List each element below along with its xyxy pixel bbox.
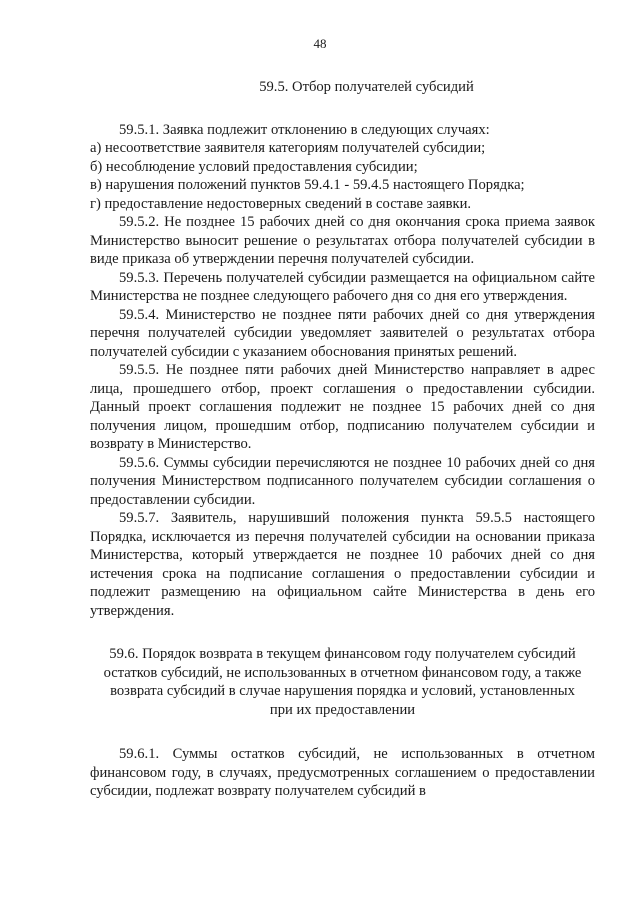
section-59-6-heading-line: 59.6. Порядок возврата в текущем финансовом году получателем субсидий [109, 646, 576, 662]
paragraph-59-5-2: 59.5.2. Не позднее 15 рабочих дней со дня окончания срока приема заявок Министерство выносит решение о результатах отбора получателей субсидии в виде приказа об утверждении перечня получателей субсидии. [90, 214, 595, 267]
list-item-v: в) нарушения положений пунктов 59.4.1 - 59.4.5 настоящего Порядка; [90, 177, 525, 193]
list-item-b: б) несоблюдение условий предоставления субсидии; [90, 158, 418, 175]
section-59-5-heading: 59.5. Отбор получателей субсидий [259, 79, 474, 95]
paragraph-59-5-3: 59.5.3. Перечень получателей субсидии размещается на официальном сайте Министерства не позднее следующего рабочего дня со дня его утверждения. [90, 269, 595, 304]
paragraph-59-6-1: 59.6.1. Суммы остатков субсидий, не использованных в отчетном финансовом году, в случаях, предусмотренных соглашением о предоставлении субсидии, подлежат возврату получателем субсидий в [90, 746, 595, 799]
section-59-6-heading-line: при их предоставлении [269, 701, 416, 718]
section-59-6-heading-line: остатков субсидий, не использованных в отчетном финансовом году, а также [103, 664, 582, 681]
paragraph-59-5-6: 59.5.6. Суммы субсидии перечисляются не позднее 10 рабочих дней со дня получения Министерством подписанного получателем субсидии соглашения о предоставлении субсидии. [90, 454, 595, 508]
paragraph-59-5-1: 59.5.1. Заявка подлежит отклонению в следующих случаях: [119, 121, 490, 138]
list-item-a: а) несоответствие заявителя категориям получателей субсидии; [90, 140, 486, 156]
paragraph-59-5-4: 59.5.4. Министерство не позднее пяти рабочих дней со дня утверждения перечня получателей субсидии уведомляет заявителей о результатах отбора получателей субсидии с указанием обоснования принятых решений. [90, 306, 595, 360]
section-59-6-heading-line: возврата субсидий в случае нарушения порядка и условий, установленных [110, 683, 575, 699]
list-item-g: г) предоставление недостоверных сведений в составе заявки. [90, 195, 472, 212]
page-number: 48 [313, 36, 327, 51]
paragraph-59-5-7: 59.5.7. Заявитель, нарушивший положения пункта 59.5.5 настоящего Порядка, исключается из перечня получателей субсидии на основании приказа Министерства, который утверждается не позднее 10 рабочих дней со дня истечения срока на подписание соглашения о предоставлении субсидии и подлежит размещению на официальном сайте Министерства в день его утверждения. [90, 510, 595, 619]
paragraph-59-5-5: 59.5.5. Не позднее пяти рабочих дней Министерство направляет в адрес лица, прошедшего отбор, проект соглашения о предоставлении субсидии. Данный проект соглашения подлежит не позднее 15 рабочих дней со дня получения лицом, прошедшим отбор, подписанию получателем субсидии и возврату в Министерство. [90, 362, 595, 452]
document-body [90, 78, 595, 801]
section-59-6-heading [90, 645, 595, 719]
